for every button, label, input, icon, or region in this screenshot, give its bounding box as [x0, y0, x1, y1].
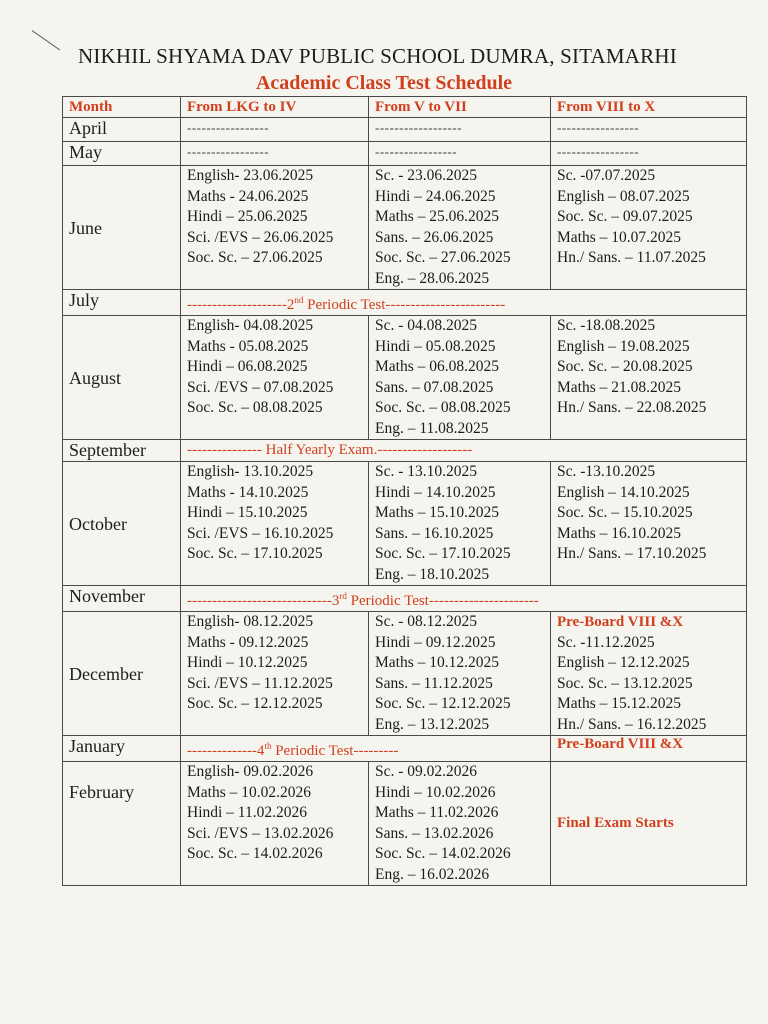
june-lkg-iv-line: English- 23.06.2025: [187, 167, 314, 184]
june-v-vii-line: Eng. – 28.06.2025: [375, 269, 490, 287]
august-lkg-iv-line: Sci. /EVS – 07.08.2025: [187, 378, 334, 396]
june-lkg-iv-line: Soc. Sc. – 27.06.2025: [187, 249, 323, 266]
june-lkg-iv-line: Sci. /EVS – 26.06.2025: [187, 228, 334, 246]
schedule-table: [62, 96, 747, 886]
august-viii-x-line: Maths – 21.08.2025: [557, 378, 681, 396]
february-lkg-iv-line: Sci. /EVS – 13.02.2026: [187, 824, 334, 842]
october-lkg-iv-line: Soc. Sc. – 17.10.2025: [187, 545, 323, 562]
december-viii-x-line: English – 12.12.2025: [557, 654, 690, 671]
row-october: [63, 462, 747, 586]
june-lkg-iv-line: Hindi – 25.06.2025: [187, 208, 308, 225]
february-v-vii: [369, 762, 551, 886]
december-lkg-iv-line: English- 08.12.2025: [187, 613, 314, 630]
month-october: October: [63, 462, 181, 586]
header-month: Month: [63, 97, 181, 118]
june-lkg-iv: [181, 166, 369, 290]
december-viii-x: [551, 612, 747, 736]
month-december: December: [63, 612, 181, 736]
august-viii-x-line: Soc. Sc. – 20.08.2025: [557, 358, 693, 375]
pre-board-heading: Pre-Board VIII &X: [557, 614, 684, 630]
june-v-vii-line: Maths – 25.06.2025: [375, 208, 499, 225]
february-v-vii-line: Hindi – 10.02.2026: [375, 783, 496, 801]
september-half-yearly: --------------- Half Yearly Exam.-------------------: [181, 440, 747, 462]
august-v-vii-line: Hindi – 05.08.2025: [375, 337, 496, 355]
december-viii-x-line: Soc. Sc. – 13.12.2025: [557, 674, 693, 692]
october-viii-x-line: English – 14.10.2025: [557, 483, 690, 501]
october-lkg-iv-line: Maths - 14.10.2025: [187, 483, 309, 501]
month-february-label: February: [69, 782, 134, 802]
october-v-vii-line: Sans. – 16.10.2025: [375, 524, 494, 542]
december-viii-x-line: Hn./ Sans. – 16.12.2025: [557, 715, 707, 733]
october-lkg-iv: [181, 462, 369, 586]
january-note-pre: --------------4: [187, 743, 265, 759]
april-v-vii: ------------------: [369, 118, 551, 142]
header-lkg-iv: From LKG to IV: [181, 97, 369, 118]
schedule-title: Academic Class Test Schedule: [255, 72, 513, 94]
january-note-sup: th: [264, 741, 272, 751]
june-viii-x: [551, 166, 747, 290]
december-viii-x-line: Sc. -11.12.2025: [557, 633, 655, 651]
header-v-vii: From V to VII: [369, 97, 551, 118]
june-v-vii-line: Sans. – 26.06.2025: [375, 228, 494, 246]
month-may: May: [63, 142, 181, 166]
july-note-pre: --------------------2: [187, 297, 295, 313]
october-lkg-iv-line: English- 13.10.2025: [187, 463, 314, 480]
august-viii-x-line: English – 19.08.2025: [557, 337, 690, 355]
row-april: [63, 118, 747, 142]
december-lkg-iv-line: Sci. /EVS – 11.12.2025: [187, 674, 333, 692]
august-v-vii-line: Sc. - 04.08.2025: [375, 317, 478, 334]
june-v-vii-line: Sc. - 23.06.2025: [375, 167, 478, 184]
month-november: November: [63, 586, 181, 612]
december-v-vii-line: Soc. Sc. – 12.12.2025: [375, 695, 511, 712]
month-february: [63, 762, 181, 886]
june-v-vii-line: Soc. Sc. – 27.06.2025: [375, 249, 511, 266]
header-viii-x: From VIII to X: [551, 97, 747, 118]
june-viii-x-line: Maths – 10.07.2025: [557, 228, 681, 246]
october-viii-x: [551, 462, 747, 586]
october-lkg-iv-line: Hindi – 15.10.2025: [187, 504, 308, 521]
november-note-sup: rd: [339, 591, 347, 601]
april-lkg-iv: -----------------: [181, 118, 369, 142]
august-lkg-iv-line: Soc. Sc. – 08.08.2025: [187, 399, 323, 416]
june-viii-x-line: Hn./ Sans. – 11.07.2025: [557, 249, 706, 266]
february-lkg-iv-line: Soc. Sc. – 14.02.2026: [187, 845, 323, 862]
december-lkg-iv-line: Hindi – 10.12.2025: [187, 654, 308, 671]
row-july: [63, 290, 747, 316]
january-note-post: Periodic Test---------: [271, 743, 399, 759]
february-lkg-iv: [181, 762, 369, 886]
may-viii-x: -----------------: [551, 142, 747, 166]
december-viii-x-line: Maths – 15.12.2025: [557, 695, 681, 712]
december-v-vii-line: Maths – 10.12.2025: [375, 654, 499, 671]
august-viii-x-line: Sc. -18.08.2025: [557, 317, 656, 334]
row-june: [63, 166, 747, 290]
august-lkg-iv-line: English- 04.08.2025: [187, 317, 314, 334]
october-viii-x-line: Hn./ Sans. – 17.10.2025: [557, 545, 707, 562]
october-v-vii-line: Soc. Sc. – 17.10.2025: [375, 545, 511, 562]
row-august: [63, 316, 747, 440]
row-february: [63, 762, 747, 886]
july-note-post: Periodic Test------------------------: [303, 297, 506, 313]
december-v-vii: [369, 612, 551, 736]
month-january: January: [63, 736, 181, 762]
february-v-vii-line: Maths – 11.02.2026: [375, 804, 499, 821]
october-v-vii-line: Sc. - 13.10.2025: [375, 463, 478, 480]
june-v-vii: [369, 166, 551, 290]
august-v-vii: [369, 316, 551, 440]
may-v-vii: -----------------: [369, 142, 551, 166]
december-v-vii-line: Sans. – 11.12.2025: [375, 674, 493, 692]
august-viii-x-line: Hn./ Sans. – 22.08.2025: [557, 399, 707, 416]
november-periodic-test: [181, 586, 747, 612]
may-lkg-iv: -----------------: [181, 142, 369, 166]
august-lkg-iv: [181, 316, 369, 440]
pen-mark: [32, 30, 60, 50]
june-v-vii-line: Hindi – 24.06.2025: [375, 187, 496, 205]
october-v-vii: [369, 462, 551, 586]
row-september: [63, 440, 747, 462]
august-v-vii-line: Maths – 06.08.2025: [375, 358, 499, 375]
august-lkg-iv-line: Maths - 05.08.2025: [187, 337, 309, 355]
october-v-vii-line: Eng. – 18.10.2025: [375, 565, 490, 583]
august-v-vii-line: Eng. – 11.08.2025: [375, 419, 489, 437]
december-v-vii-line: Eng. – 13.12.2025: [375, 715, 490, 733]
april-viii-x: -----------------: [551, 118, 747, 142]
august-viii-x: [551, 316, 747, 440]
month-september: September: [63, 440, 181, 462]
october-viii-x-line: Maths – 16.10.2025: [557, 524, 681, 542]
month-july: July: [63, 290, 181, 316]
october-lkg-iv-line: Sci. /EVS – 16.10.2025: [187, 524, 334, 542]
july-periodic-test: [181, 290, 747, 316]
november-note-post: Periodic Test----------------------: [346, 593, 539, 609]
row-december: [63, 612, 747, 736]
february-lkg-iv-line: Hindi – 11.02.2026: [187, 804, 307, 821]
december-v-vii-line: Sc. - 08.12.2025: [375, 613, 478, 630]
january-pre-board: Pre-Board VIII &X: [551, 736, 747, 762]
school-name: NIKHIL SHYAMA DAV PUBLIC SCHOOL DUMRA, SITAMARHI: [78, 44, 677, 68]
december-v-vii-line: Hindi – 09.12.2025: [375, 633, 496, 651]
february-v-vii-line: Sans. – 13.02.2026: [375, 824, 494, 842]
june-viii-x-line: Soc. Sc. – 09.07.2025: [557, 208, 693, 225]
june-viii-x-line: Sc. -07.07.2025: [557, 167, 656, 184]
december-lkg-iv: [181, 612, 369, 736]
october-viii-x-line: Sc. -13.10.2025: [557, 463, 656, 480]
july-note-sup: nd: [294, 295, 304, 305]
month-april: April: [63, 118, 181, 142]
header-row: [63, 97, 747, 118]
august-v-vii-line: Sans. – 07.08.2025: [375, 378, 494, 396]
october-v-vii-line: Hindi – 14.10.2025: [375, 483, 496, 501]
row-january: [63, 736, 747, 762]
final-exam-starts: Final Exam Starts: [551, 762, 747, 886]
february-lkg-iv-line: English- 09.02.2026: [187, 763, 314, 780]
february-lkg-iv-line: Maths – 10.02.2026: [187, 783, 311, 801]
month-june: June: [63, 166, 181, 290]
august-v-vii-line: Soc. Sc. – 08.08.2025: [375, 399, 511, 416]
october-v-vii-line: Maths – 15.10.2025: [375, 504, 499, 521]
december-lkg-iv-line: Soc. Sc. – 12.12.2025: [187, 695, 323, 712]
february-v-vii-line: Eng. – 16.02.2026: [375, 865, 490, 883]
august-lkg-iv-line: Hindi – 06.08.2025: [187, 358, 308, 375]
february-v-vii-line: Sc. - 09.02.2026: [375, 763, 478, 780]
row-november: [63, 586, 747, 612]
october-viii-x-line: Soc. Sc. – 15.10.2025: [557, 504, 693, 521]
june-lkg-iv-line: Maths - 24.06.2025: [187, 187, 309, 205]
row-may: [63, 142, 747, 166]
november-note-pre: -----------------------------3: [187, 593, 340, 609]
month-august: August: [63, 316, 181, 440]
january-periodic-test: [181, 736, 551, 762]
december-lkg-iv-line: Maths - 09.12.2025: [187, 633, 309, 651]
june-viii-x-line: English – 08.07.2025: [557, 187, 690, 205]
february-v-vii-line: Soc. Sc. – 14.02.2026: [375, 845, 511, 862]
